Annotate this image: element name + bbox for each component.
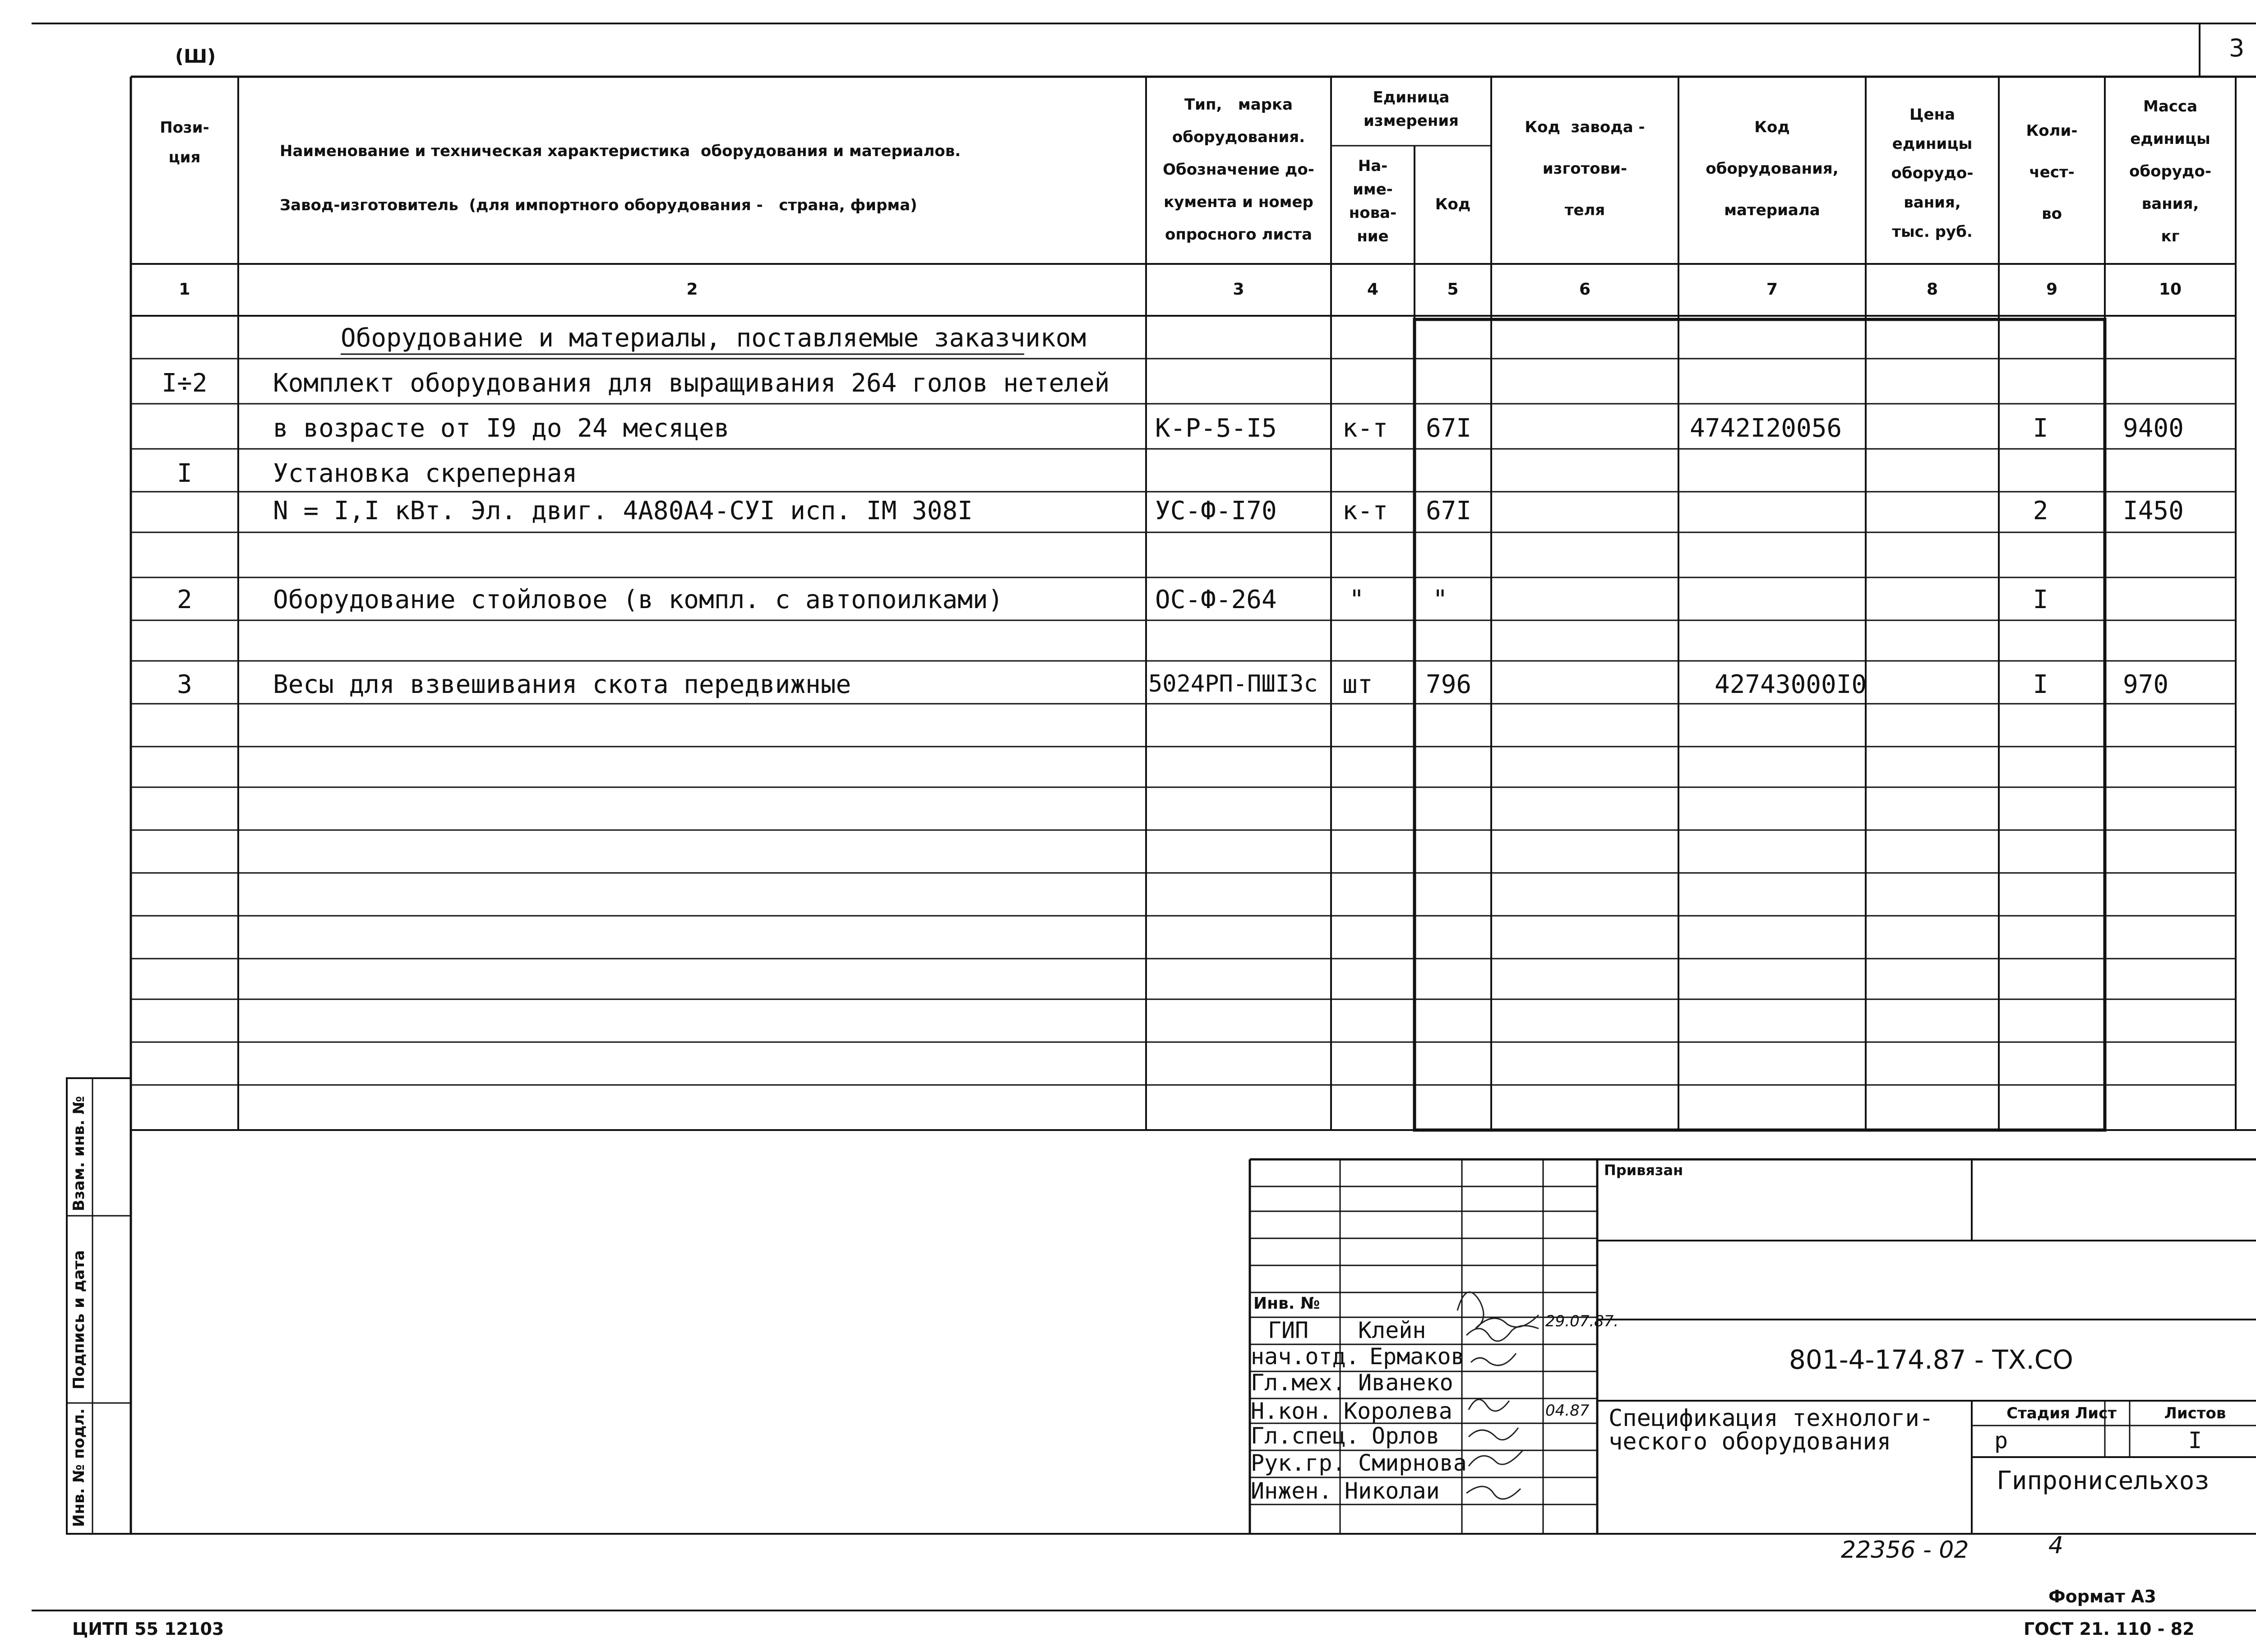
row-code: 796: [1426, 670, 1472, 699]
row-qty: I: [2033, 670, 2048, 699]
sheet-number: 3: [2229, 34, 2245, 62]
side-label-vzam: Взам. инв. №: [70, 1096, 88, 1211]
row-name: Весы для взвешивания скота передвижные: [273, 670, 851, 699]
row-code: 67I: [1426, 414, 1472, 443]
stamp-role: ГИП: [1267, 1317, 1309, 1343]
col-number: 9: [2046, 280, 2058, 299]
stamp-sheets: I: [2188, 1427, 2202, 1454]
header-position: Пози- ция: [160, 119, 209, 166]
row-mass: I450: [2123, 496, 2184, 526]
col-number: 2: [686, 280, 698, 299]
stamp-person: Королева: [1344, 1398, 1452, 1424]
header-name: Наименование и техническая характеристика оборудования и материалов. Завод-изготовитель (для импортного оборудования - страна, фирма): [280, 142, 961, 214]
col-number: 3: [1233, 280, 1244, 299]
row-position: 2: [177, 585, 192, 614]
stamp-org: Гипронисельхоз: [1997, 1466, 2210, 1495]
row-type: УС-Ф-I70: [1155, 496, 1277, 526]
row-unit: к-т: [1342, 496, 1388, 526]
row-position: I: [177, 459, 192, 488]
row-unit: шт: [1342, 670, 1373, 699]
doc-code: 801-4-174.87 - ТХ.СО: [1789, 1344, 2073, 1375]
col-number: 8: [1926, 280, 1938, 299]
header-qty: Коли- чест- во: [2026, 122, 2078, 223]
row-name: Комплект оборудования для выращивания 264 голов нетелей: [273, 369, 1110, 398]
archive-number: 22356 - 02: [1841, 1537, 1969, 1564]
stamp-person: Смирнова: [1358, 1450, 1467, 1476]
row-type: ОС-Ф-264: [1155, 585, 1277, 614]
stamp-role: Гл.мех.: [1251, 1370, 1346, 1396]
stamp-date: 29.07.87.: [1545, 1312, 1619, 1330]
stamp-person: Ермаков: [1369, 1343, 1465, 1370]
stamp-person: Орлов: [1372, 1423, 1440, 1449]
stamp-role: Инжен.: [1251, 1478, 1332, 1504]
stamp-stage: р: [1994, 1427, 2008, 1454]
row-qty: 2: [2033, 496, 2048, 526]
stamp-person: Николаи: [1345, 1478, 1440, 1504]
section-title: Оборудование и материалы, поставляемые заказчиком: [341, 323, 1086, 353]
archive-sheet: 4: [2048, 1532, 2064, 1559]
row-type: К-Р-5-I5: [1155, 414, 1277, 443]
header-price: Цена единицы оборудо- вания, тыс. руб.: [1891, 106, 1974, 241]
doc-title-line-2: ческого оборудования: [1609, 1428, 1891, 1455]
row-code: ": [1433, 585, 1448, 614]
row-name: Установка скреперная: [273, 459, 578, 488]
col-number: 7: [1766, 280, 1778, 299]
footer-right: ГОСТ 21. 110 - 82: [2024, 1619, 2195, 1639]
header-type: Тип, марка оборудования. Обозначение до- кумента и номер опросного листа: [1163, 96, 1314, 244]
row-unit: к-т: [1342, 414, 1388, 443]
row-mass: 970: [2123, 670, 2169, 699]
side-label-inv: Инв. № подл.: [70, 1408, 88, 1527]
format-label: Формат А3: [2048, 1587, 2156, 1606]
col-number: 1: [179, 280, 190, 299]
stamp-date: 04.87: [1545, 1402, 1590, 1420]
row-position: I÷2: [162, 369, 208, 398]
stamp-sheet-label: Лист: [2075, 1404, 2117, 1422]
header-mass: Масса единицы оборудо- вания, кг: [2129, 97, 2211, 245]
row-equip-code: 4742I20056: [1690, 414, 1842, 443]
stamp-role: Н.кон.: [1251, 1398, 1332, 1424]
col-number: 5: [1447, 280, 1459, 299]
row-type: 5024РП-ПШIЗс: [1148, 670, 1318, 697]
stamp-person: Клейн: [1358, 1317, 1426, 1343]
stamp-privyazan: Привязан: [1604, 1162, 1683, 1179]
stamp-role: Гл.спец.: [1251, 1423, 1359, 1449]
col-number: 6: [1579, 280, 1591, 299]
header-unit-group: Единица измерения: [1364, 88, 1459, 130]
col-number: 10: [2159, 280, 2182, 299]
stamp-sheets-label: Листов: [2164, 1404, 2226, 1422]
row-qty: I: [2033, 414, 2048, 443]
row-equip-code: 42743000I0: [1715, 670, 1867, 699]
header-unit-code: Код: [1435, 195, 1471, 213]
stamp-role: нач.отд.: [1251, 1343, 1359, 1370]
row-code: 67I: [1426, 496, 1472, 526]
row-mass: 9400: [2123, 414, 2184, 443]
header-factory-code: Код завода - изготови- теля: [1525, 118, 1645, 219]
stamp-role: Рук.гр.: [1251, 1450, 1346, 1476]
signatures: [1457, 1292, 1539, 1499]
stamp-stage-label: Стадия: [2006, 1404, 2070, 1422]
row-name: в возрасте от I9 до 24 месяцев: [273, 414, 730, 443]
row-position: 3: [177, 670, 192, 699]
header-equip-code: Код оборудования, материала: [1706, 118, 1839, 219]
side-label-podpis: Подпись и дата: [70, 1250, 88, 1389]
row-name: Оборудование стойловое (в компл. с автопоилками): [273, 585, 1003, 614]
row-unit: ": [1349, 585, 1364, 614]
footer-left: ЦИТП 55 12103: [72, 1619, 224, 1639]
col-number: 4: [1367, 280, 1379, 299]
stamp-person: Иванеко: [1358, 1370, 1453, 1396]
stamp-inv-no: Инв. №: [1253, 1294, 1320, 1313]
row-name: N = I,I кВт. Эл. двиг. 4А80А4-СУI исп. IМ 308I: [273, 496, 973, 526]
doc-title-line-1: Спецификация технологи-: [1609, 1405, 1934, 1432]
header-unit-name: На- име- нова- ние: [1349, 157, 1397, 245]
section-mark: (Ш): [175, 45, 216, 67]
row-qty: I: [2033, 585, 2048, 614]
